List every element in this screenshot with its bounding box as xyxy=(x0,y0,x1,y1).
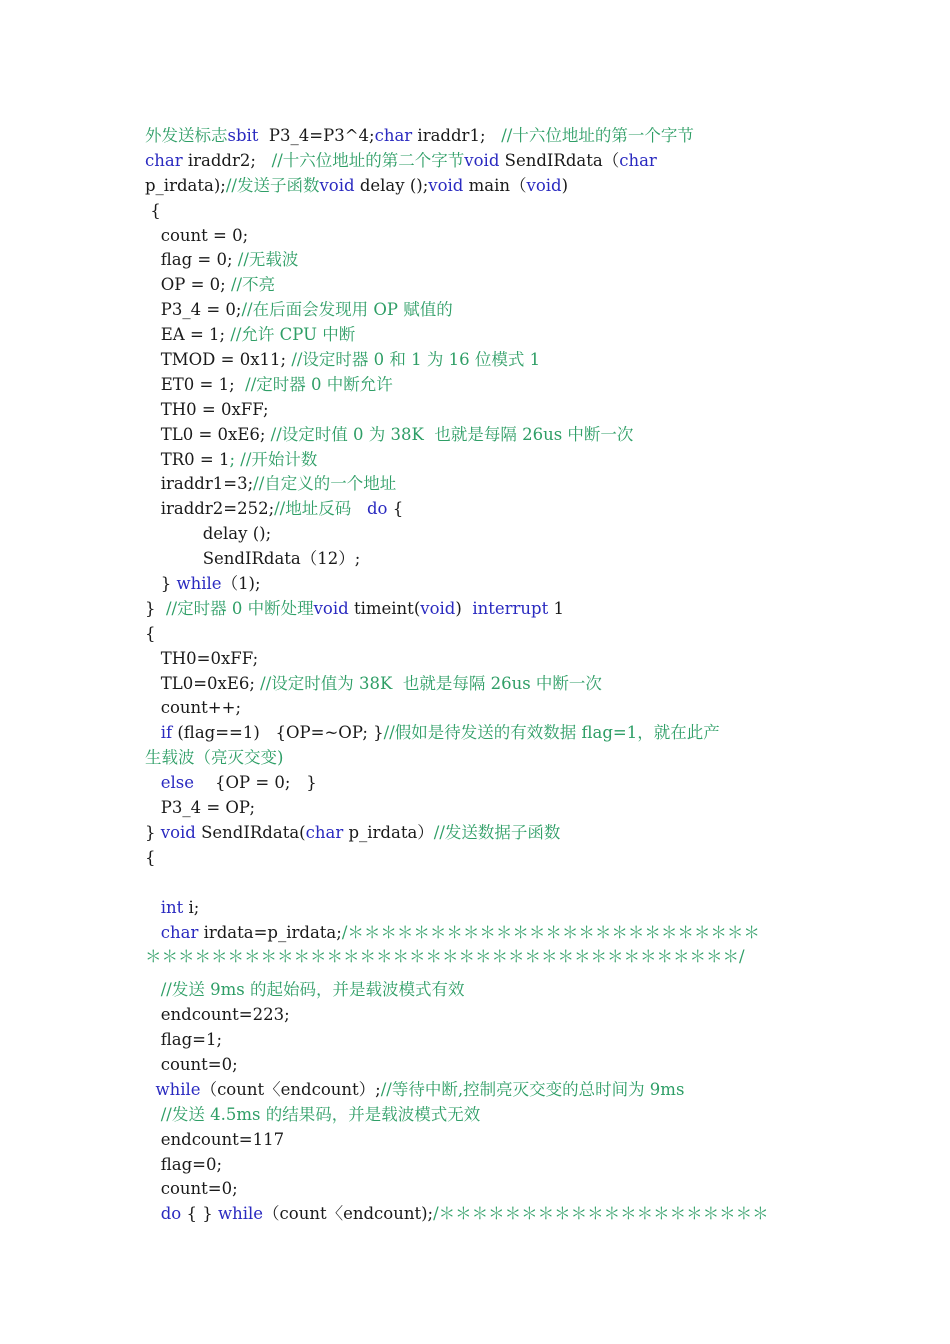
comment-token: /＊＊＊＊＊＊＊＊＊＊＊＊＊＊＊＊＊＊＊＊ xyxy=(433,1204,769,1224)
code-line xyxy=(145,1003,835,1028)
code-token: iraddr1; xyxy=(412,126,502,145)
code-token: p_irdata); xyxy=(145,175,226,195)
keyword-token: char xyxy=(145,922,199,942)
code-token: { xyxy=(145,200,161,220)
code-token: flag = 0; xyxy=(145,250,238,270)
code-token: P3_4=P3^4; xyxy=(258,126,375,145)
keyword-token: void xyxy=(313,598,349,618)
keyword-token: if xyxy=(145,723,173,743)
code-line xyxy=(145,721,835,746)
code-token: ) xyxy=(455,598,473,618)
code-token: SendIRdata（12）; xyxy=(145,549,361,569)
code-line xyxy=(145,224,835,249)
keyword-token: while xyxy=(217,1204,264,1224)
code-line xyxy=(145,597,835,622)
code-token: irdata=p_irdata; xyxy=(198,922,342,942)
code-token: delay (); xyxy=(354,175,429,195)
keyword-token: while xyxy=(176,574,222,594)
code-token: TH0 = 0xFF; xyxy=(145,399,269,419)
code-line xyxy=(145,199,835,224)
paragraph-gap xyxy=(145,970,835,978)
code-line xyxy=(145,1078,835,1103)
code-line xyxy=(145,149,835,174)
comment-token: //允许 CPU 中断 xyxy=(230,325,356,345)
code-token: } xyxy=(145,598,166,618)
code-line xyxy=(145,1053,835,1078)
code-line xyxy=(145,472,835,497)
code-line xyxy=(145,522,835,547)
code-token: SendIRdata( xyxy=(195,822,306,842)
code-token: SendIRdata（ xyxy=(499,150,620,170)
code-token: { xyxy=(387,499,404,519)
comment-token: //地址反码 xyxy=(274,499,367,519)
code-line xyxy=(145,821,835,846)
code-token: p_irdata） xyxy=(343,822,434,842)
comment-token: //发送 4.5ms 的结果码，并是载波模式无效 xyxy=(145,1104,481,1124)
code-line xyxy=(145,896,835,921)
keyword-token: char xyxy=(374,126,413,145)
code-line xyxy=(145,1028,835,1053)
code-token: EA = 1; xyxy=(145,325,231,345)
code-token: (flag==1) {OP=~OP; } xyxy=(172,723,384,743)
keyword-token: else xyxy=(145,773,195,793)
code-token: count++; xyxy=(145,698,242,718)
code-token: TMOD = 0x11; xyxy=(145,350,292,370)
comment-token: //自定义的一个地址 xyxy=(253,474,397,494)
code-line xyxy=(145,771,835,796)
comment-token: ; //开始计数 xyxy=(229,449,318,469)
code-token: } xyxy=(145,822,161,842)
code-line xyxy=(145,248,835,273)
code-token: count = 0; xyxy=(145,225,249,245)
code-token: main（ xyxy=(463,175,527,195)
code-line xyxy=(145,1103,835,1128)
code-token: （count〈endcount); xyxy=(263,1204,434,1224)
code-token: （1); xyxy=(221,574,261,594)
code-token: flag=0; xyxy=(145,1154,223,1174)
code-line xyxy=(145,273,835,298)
code-token: { xyxy=(145,623,156,643)
code-line xyxy=(145,1153,835,1178)
code-token: OP = 0; xyxy=(145,275,231,295)
keyword-token: void xyxy=(428,175,464,195)
keyword-token: interrupt xyxy=(472,598,549,618)
comment-token: //无载波 xyxy=(237,250,299,270)
comment-token: //发送子函数 xyxy=(225,175,320,195)
code-token: timeint( xyxy=(348,598,421,618)
comment-token: 生载波（亮灭交变) xyxy=(145,748,284,768)
keyword-token: do xyxy=(366,499,388,519)
comment-token: //十六位地址的第一个字节 xyxy=(501,126,694,145)
comment-token: //不亮 xyxy=(230,275,276,295)
code-line xyxy=(145,1128,835,1153)
code-line xyxy=(145,398,835,423)
code-line xyxy=(145,746,835,771)
code-line xyxy=(145,871,835,896)
code-token: 1 xyxy=(548,598,564,618)
code-token: delay (); xyxy=(145,524,272,544)
code-token: TL0 = 0xE6; xyxy=(145,424,271,444)
comment-token: //十六位地址的第二个字节 xyxy=(271,150,465,170)
code-token: endcount=117 xyxy=(145,1129,285,1149)
keyword-token: do xyxy=(145,1204,182,1224)
code-token: i; xyxy=(183,897,200,917)
code-line xyxy=(145,373,835,398)
code-line xyxy=(145,1202,835,1227)
code-line xyxy=(145,921,835,946)
code-token: iraddr2; xyxy=(182,150,272,170)
keyword-token: void xyxy=(319,175,355,195)
keyword-token: char xyxy=(619,150,657,170)
code-line xyxy=(145,796,835,821)
keyword-token: void xyxy=(526,175,562,195)
code-line xyxy=(145,1177,835,1202)
keyword-token: void xyxy=(160,822,196,842)
code-line xyxy=(145,323,835,348)
code-token: P3_4 = OP; xyxy=(145,798,255,818)
code-token: TL0=0xE6; xyxy=(145,673,261,693)
code-token: } xyxy=(145,574,177,594)
keyword-token: while xyxy=(145,1079,201,1099)
comment-token: //发送数据子函数 xyxy=(433,822,561,842)
keyword-token: void xyxy=(420,598,456,618)
code-line xyxy=(145,622,835,647)
code-token: iraddr2=252; xyxy=(145,499,275,519)
code-token: endcount=223; xyxy=(145,1005,290,1025)
comment-token: //等待中断,控制亮灭交变的总时间为 9ms xyxy=(380,1079,685,1099)
code-line xyxy=(145,298,835,323)
code-line xyxy=(145,572,835,597)
code-line xyxy=(145,124,835,149)
code-token: { xyxy=(145,847,156,867)
code-line xyxy=(145,448,835,473)
comment-token: //定时器 0 中断允许 xyxy=(245,374,393,394)
code-token: P3_4 = 0; xyxy=(145,300,242,320)
code-token: iraddr1=3; xyxy=(145,474,254,494)
code-line xyxy=(145,978,835,1003)
code-token: count=0; xyxy=(145,1179,238,1199)
comment-token: //设定时值 0 为 38K 也就是每隔 26us 中断一次 xyxy=(270,424,634,444)
code-line xyxy=(145,547,835,572)
code-line xyxy=(145,423,835,448)
comment-token: //定时器 0 中断处理 xyxy=(166,598,314,618)
comment-token: ＊＊＊＊＊＊＊＊＊＊＊＊＊＊＊＊＊＊＊＊＊＊＊＊＊＊＊＊＊＊＊＊＊＊＊＊/ xyxy=(145,947,745,967)
code-token: flag=1; xyxy=(145,1030,223,1050)
code-token: ET0 = 1; xyxy=(145,374,246,394)
code-line xyxy=(145,497,835,522)
comment-token: //假如是待发送的有效数据 flag=1，就在此产 xyxy=(383,723,720,743)
keyword-token: char xyxy=(305,822,344,842)
code-line xyxy=(145,174,835,199)
code-line xyxy=(145,647,835,672)
code-token: { } xyxy=(181,1204,218,1224)
keyword-token: void xyxy=(464,150,500,170)
code-listing xyxy=(145,124,835,1227)
code-line xyxy=(145,696,835,721)
code-token: （count〈endcount）; xyxy=(200,1079,381,1099)
code-token: TR0 = 1 xyxy=(145,449,230,469)
code-line xyxy=(145,348,835,373)
code-token: count=0; xyxy=(145,1054,238,1074)
keyword-token: int xyxy=(145,897,184,917)
comment-token: /＊＊＊＊＊＊＊＊＊＊＊＊＊＊＊＊＊＊＊＊＊＊＊＊＊ xyxy=(341,922,760,942)
code-line xyxy=(145,846,835,871)
comment-token: 外发送标志 xyxy=(145,126,228,145)
comment-token: //发送 9ms 的起始码，并是载波模式有效 xyxy=(145,980,465,1000)
code-line xyxy=(145,672,835,697)
code-line xyxy=(145,945,835,970)
comment-token: //设定时器 0 和 1 为 16 位模式 1 xyxy=(291,350,541,370)
code-token: {OP = 0; } xyxy=(194,773,317,793)
comment-token: //在后面会发现用 OP 赋值的 xyxy=(241,300,453,320)
comment-token: //设定时值为 38K 也就是每隔 26us 中断一次 xyxy=(260,673,602,693)
keyword-token: sbit xyxy=(227,126,259,145)
code-token: ) xyxy=(561,175,569,195)
code-token: TH0=0xFF; xyxy=(145,648,259,668)
keyword-token: char xyxy=(145,150,183,170)
